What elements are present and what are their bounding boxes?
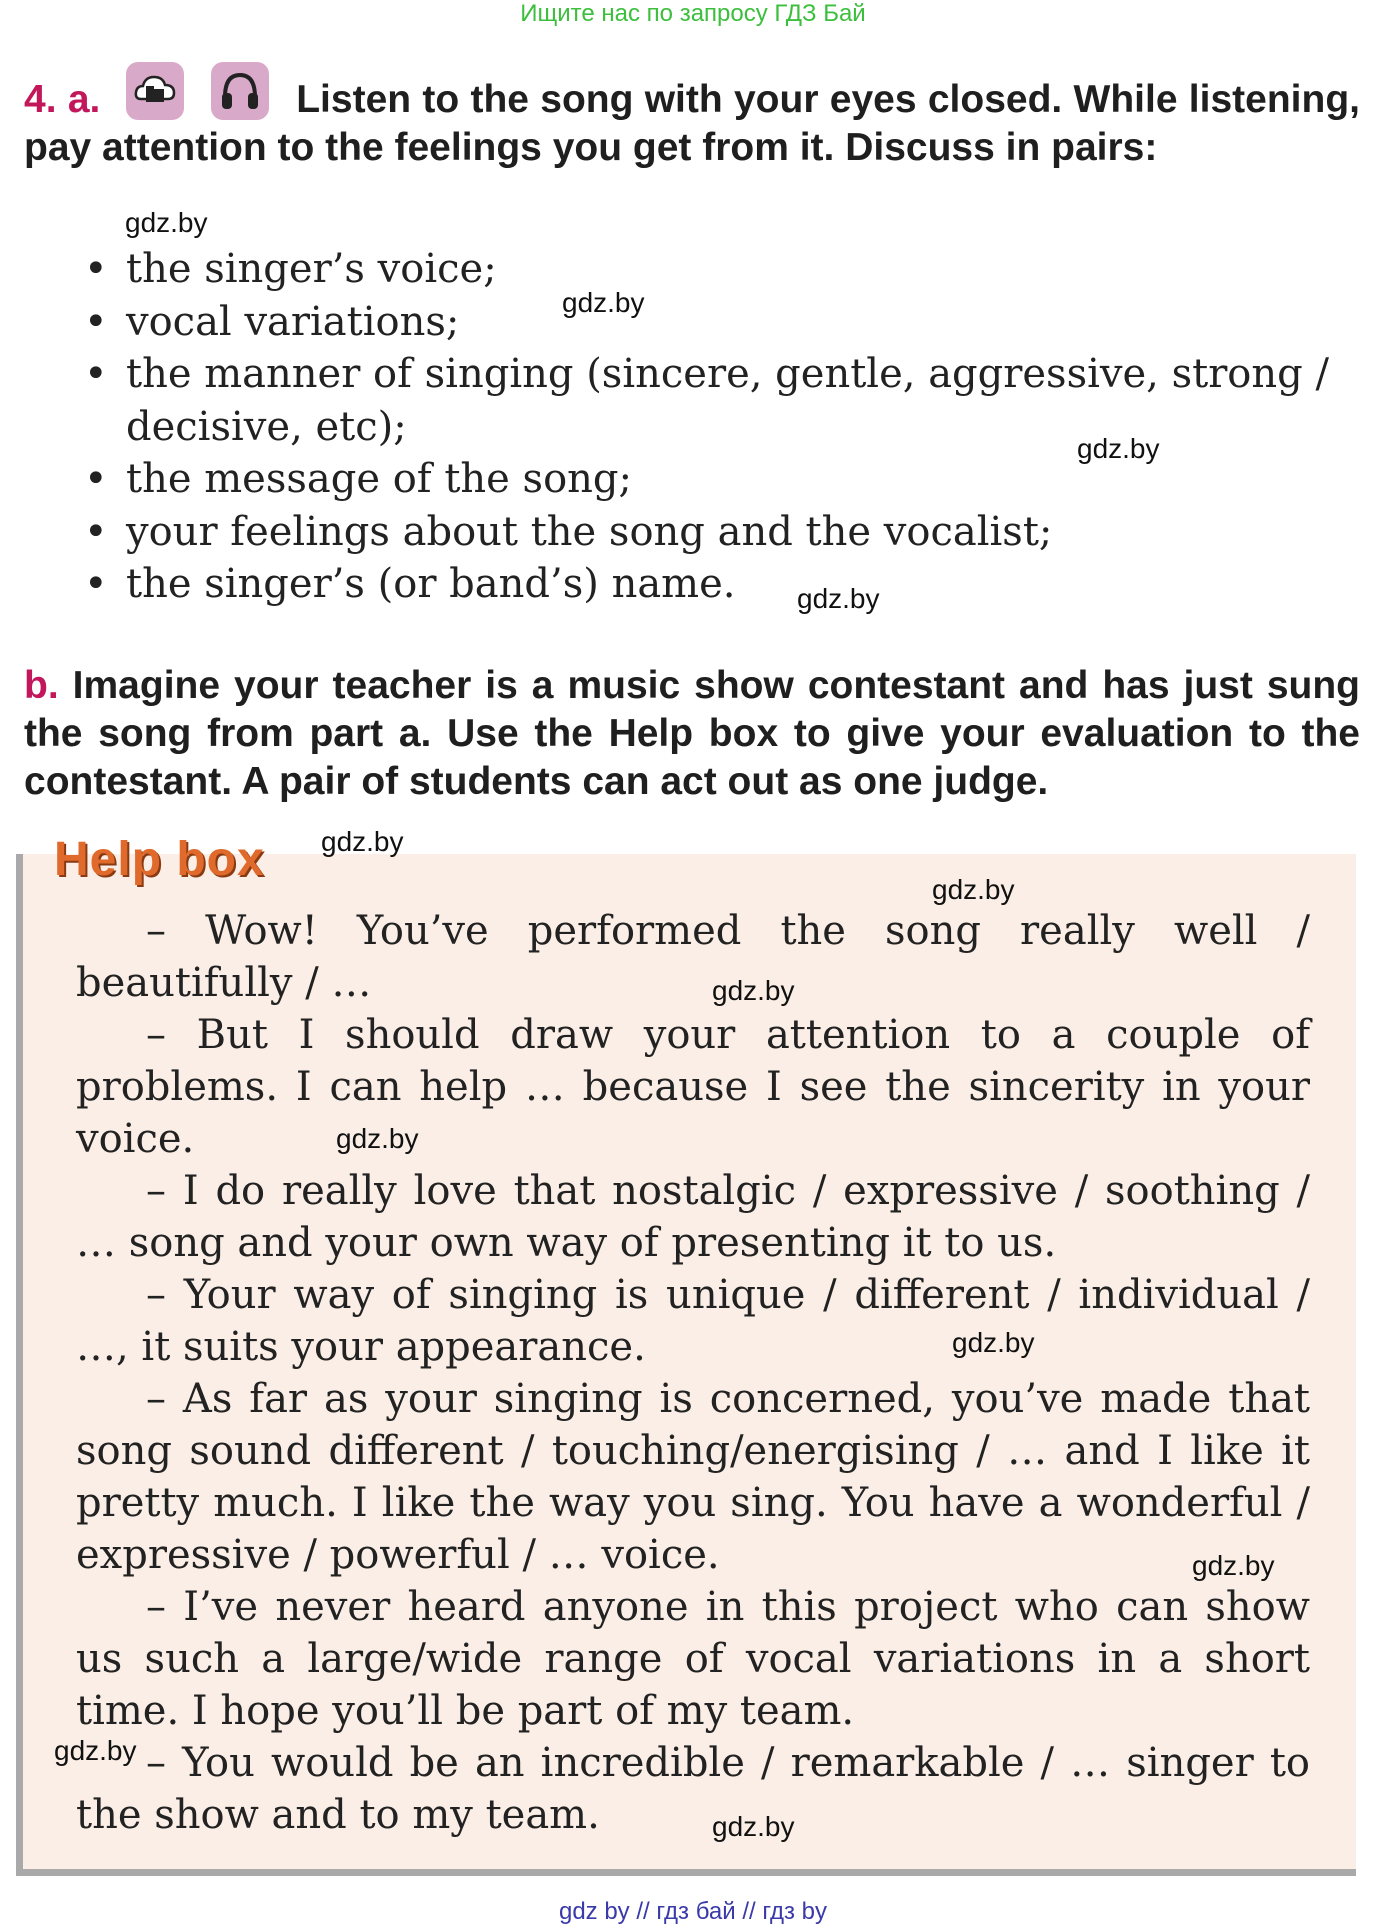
list-item: • vocal variations; xyxy=(84,298,460,345)
help-box-phrases xyxy=(76,905,1310,1841)
list-item: • the singer’s (or band’s) name. xyxy=(84,561,736,607)
footer-note: gdz by // гдз бай // гдз by xyxy=(558,1898,828,1925)
list-item: • the manner of singing (sincere, gentle, aggressive, strong / decisive, etc); xyxy=(84,351,1329,450)
watermark: gdz.by xyxy=(1192,1550,1275,1581)
task-letter: b. xyxy=(24,664,59,707)
watermark: gdz.by xyxy=(797,583,880,614)
watermark: gdz.by xyxy=(712,975,795,1006)
list-item: • the message of the song; xyxy=(84,456,632,502)
watermark: gdz.by xyxy=(321,826,404,857)
task-number: 4. a. xyxy=(24,78,101,121)
phrase: – Your way of singing is unique / different / individual / …, it suits your appearance. xyxy=(76,1272,1310,1370)
search-hint: Ищите нас по запросу ГДЗ Бай xyxy=(520,0,866,27)
discussion-points xyxy=(84,243,1364,611)
task-4a xyxy=(24,62,1360,172)
headphones-icon xyxy=(211,62,269,120)
watermark: gdz.by xyxy=(1077,433,1160,464)
phrase: – But I should draw your attention to a couple of problems. I can help … because I see the sincerity in your voice. xyxy=(76,1012,1310,1162)
watermark: gdz.by xyxy=(336,1123,419,1154)
watermark: gdz.by xyxy=(932,874,1015,905)
phrase: – Wow! You’ve performed the song really well / beautifully / … xyxy=(76,908,1310,1006)
phrase: – As far as your singing is concerned, you’ve made that song sound different / touching/energising / … and I like it pretty much. I like the way you sing. You have a wonderful / expressive / powerful / … voice. xyxy=(76,1376,1310,1578)
phrase: – You would be an incredible / remarkable / … singer to the show and to my team. xyxy=(76,1740,1310,1838)
list-item: • your feelings about the song and the vocalist; xyxy=(84,508,1053,555)
task-4b xyxy=(24,662,1360,806)
watermark: gdz.by xyxy=(712,1811,795,1842)
task-4a-instruction: Listen to the song with your eyes closed. While listening, pay attention to the feelings you get from it. Discuss in pairs: xyxy=(24,78,1360,169)
watermark: gdz.by xyxy=(54,1735,137,1766)
phrase: – I do really love that nostalgic / expressive / soothing / … song and your own way of presenting it to us. xyxy=(76,1168,1310,1266)
phrase: – I’ve never heard anyone in this project who can show us such a large/wide range of vocal variations in a short time. I hope you’ll be part of my team. xyxy=(76,1584,1310,1734)
list-item: • the singer’s voice; xyxy=(84,246,497,292)
task-4b-instruction: Imagine your teacher is a music show contestant and has just sung the song from part a. Use the Help box to give your evaluation to the contestant. A pair of students can act out as one judge. xyxy=(24,664,1360,803)
help-box-title: Help box xyxy=(54,833,265,886)
watermark: gdz.by xyxy=(125,207,208,238)
watermark: gdz.by xyxy=(562,287,645,318)
cloud-folder-icon xyxy=(126,62,184,120)
watermark: gdz.by xyxy=(952,1327,1035,1358)
